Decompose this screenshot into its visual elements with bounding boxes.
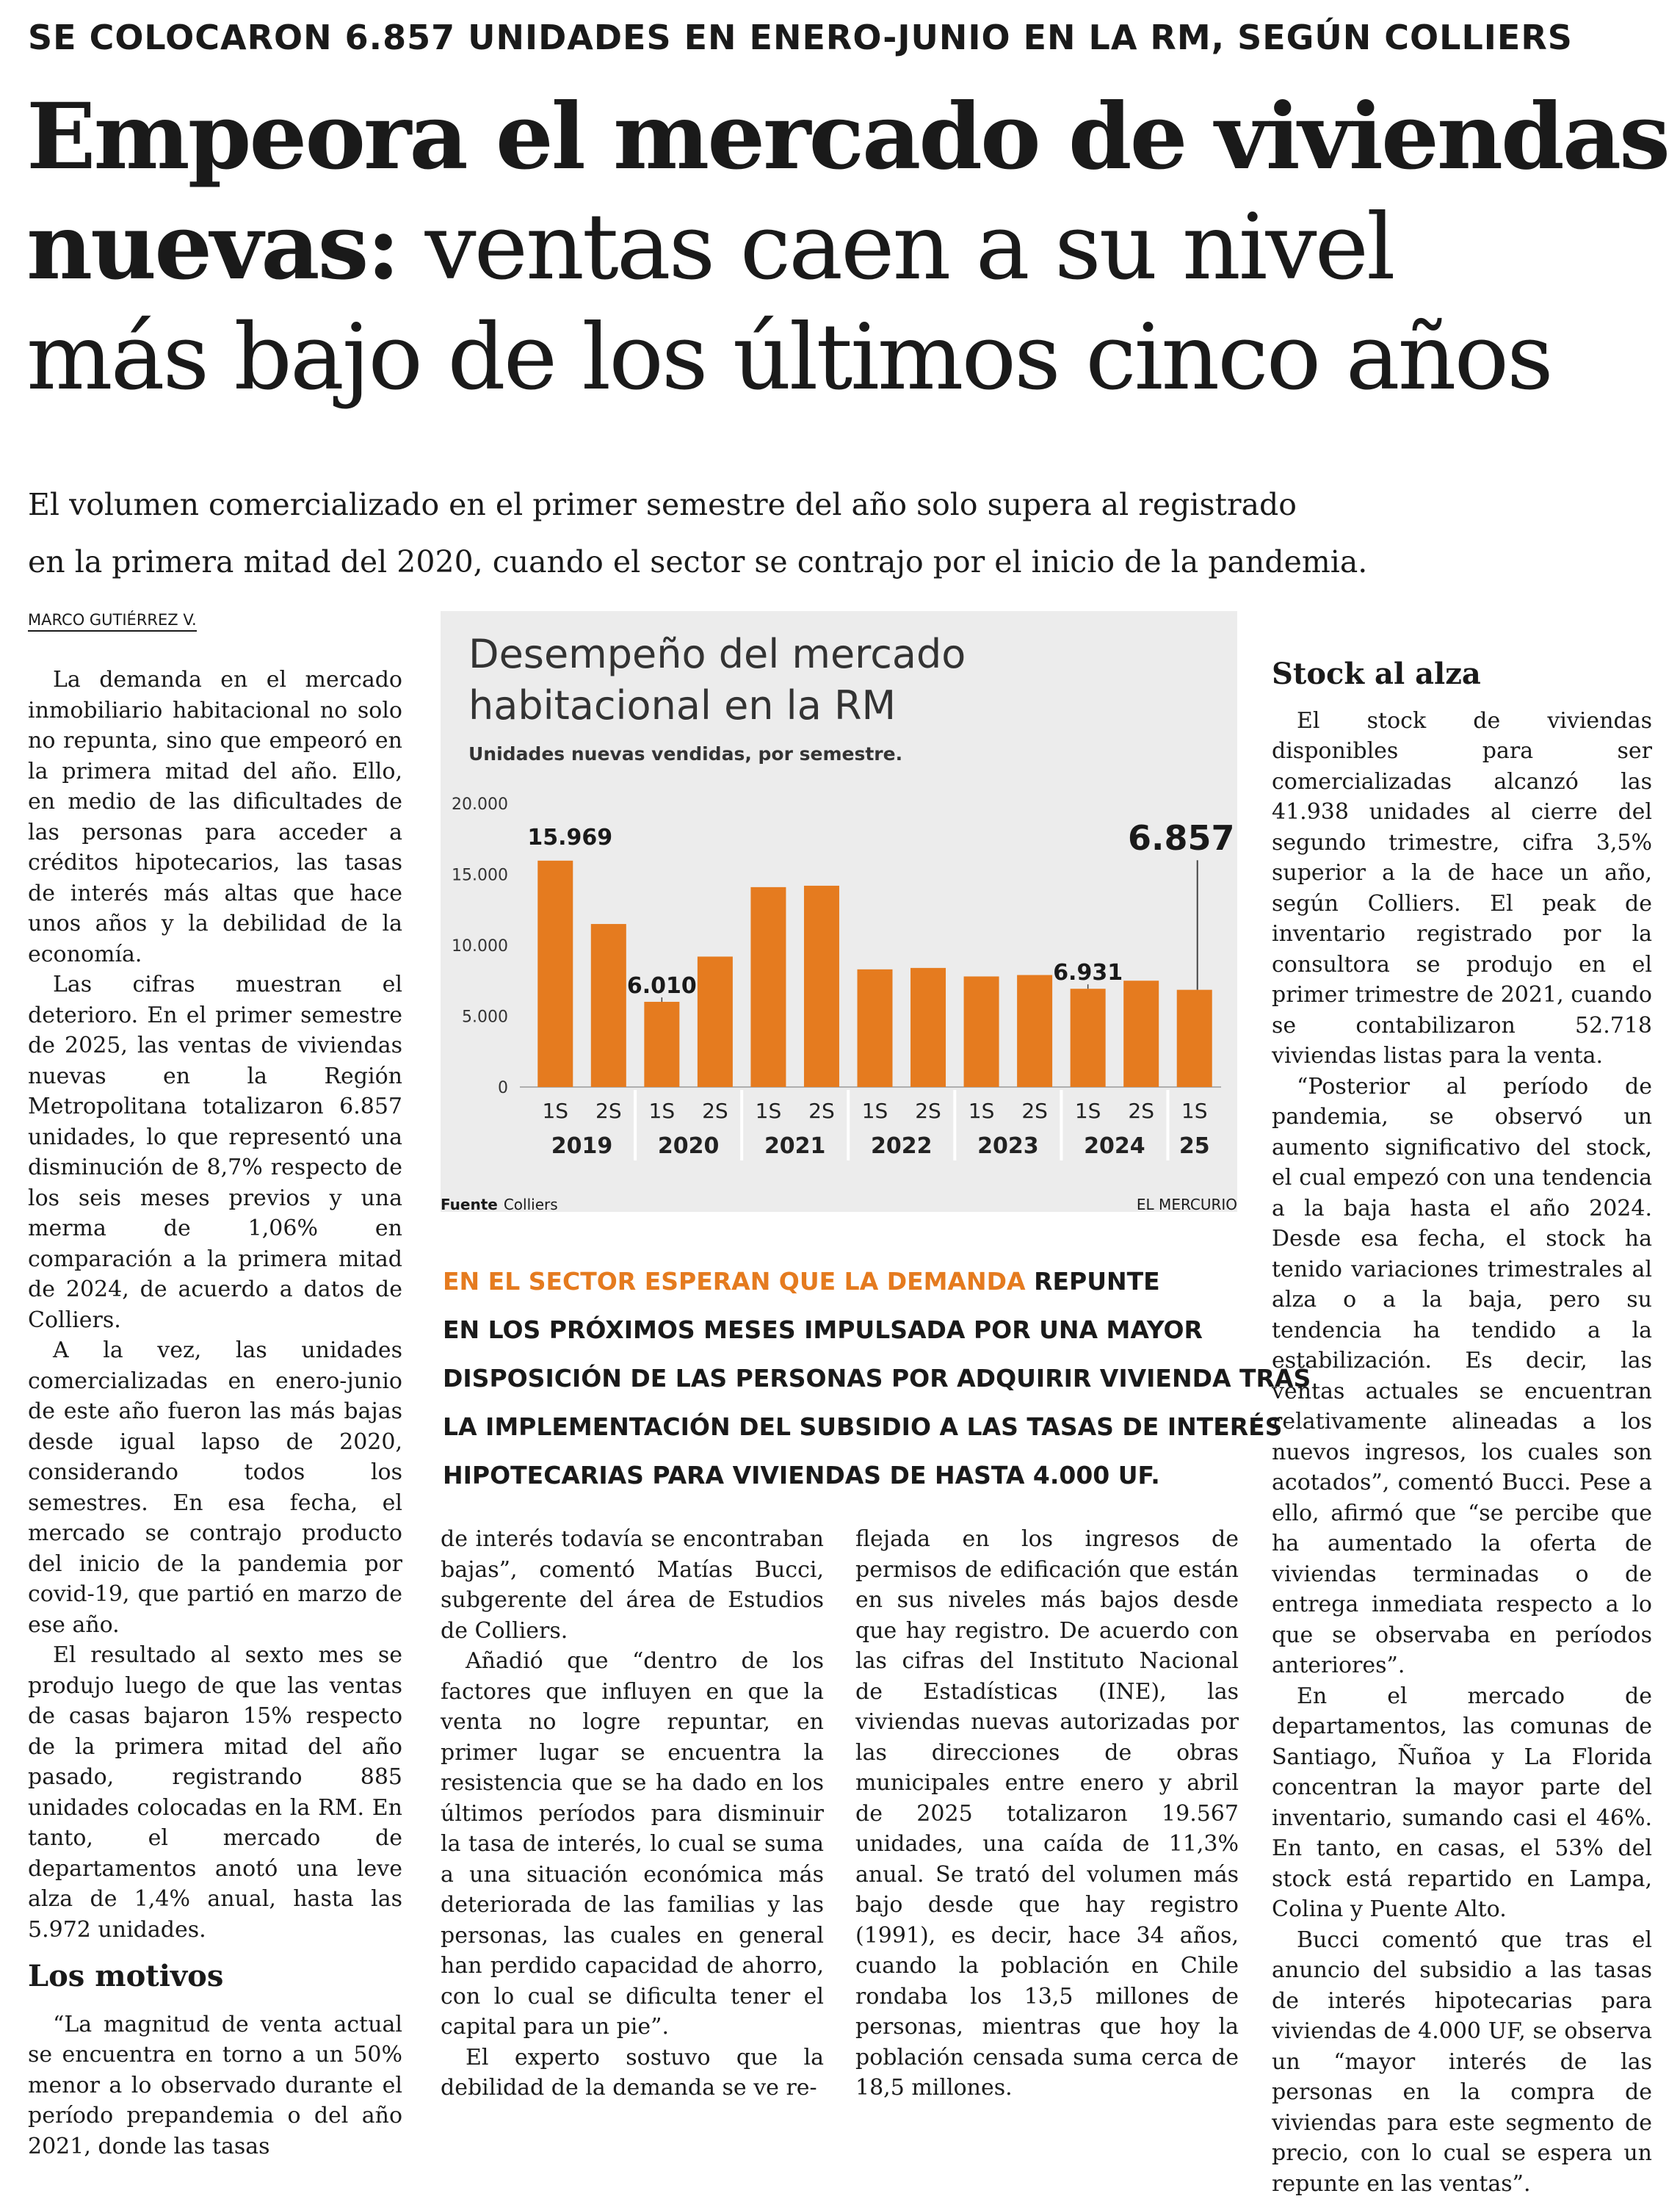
x-tick-label: 2S [915, 1099, 941, 1123]
bar [858, 969, 893, 1087]
year-label: 2023 [977, 1133, 1039, 1159]
bar [964, 976, 999, 1087]
year-label: 25 [1179, 1133, 1210, 1159]
article-deck [28, 476, 1643, 591]
paragraph: “Posterior al período de pandemia, se observó un aumento significativo del stock, el cual empezó con una tendencia a la baja hasta el año 2024. Desde esa fecha, el stock ha tenido variaciones trimestrales al alza o a la baja, pero su tendencia ha tendido a la estabilización. Es decir, las ventas actuales se encuentran relativamente alineadas a los nuevos ingresos, los cuales son acotados”, comentó Bucci. Pese a ello, afirmó que “se percibe que ha aumentado la oferta de viviendas terminadas o de entrega inmediata respecto a lo que se observaba en períodos anteriores”. [1272, 1072, 1652, 1681]
paragraph: “La magnitud de venta actual se encuentra en torno a un 50% menor a lo observado durante el período prepandemia o del año 2021, donde las tasas [28, 2010, 402, 2162]
data-label: 6.931 [1053, 960, 1123, 986]
paragraph: La demanda en el mercado inmobiliario habitacional no solo no repunta, sino que empeoró en la primera mitad del año. Ello, en medio de las dificultades de las personas para acceder a créditos hipotecarios, las tasas de interés más altas que hace unos años y la debilidad de la economía. [28, 665, 402, 969]
headline-line-2-bold: nuevas: [26, 194, 398, 300]
x-tick-label: 1S [649, 1099, 676, 1123]
bar [644, 1002, 679, 1087]
deck-line-1: El volumen comercializado en el primer semestre del año solo supera al registrado [28, 476, 1643, 533]
year-label: 2021 [764, 1133, 826, 1159]
x-tick-label: 2S [1128, 1099, 1154, 1123]
publisher-credit: EL MERCURIO [1137, 1196, 1237, 1213]
headline-line-1: Empeora el mercado de viviendas [26, 82, 1657, 192]
bar [537, 861, 573, 1087]
column-1 [28, 665, 402, 2162]
year-label: 2024 [1084, 1133, 1145, 1159]
x-tick-label: 2S [1021, 1099, 1048, 1123]
x-tick-label: 1S [968, 1099, 995, 1123]
bar [804, 886, 839, 1087]
pull-quote-line-4: LA IMPLEMENTACIÓN DEL SUBSIDIO A LAS TASAS DE INTERÉS [443, 1403, 1236, 1451]
paragraph: En el mercado de departamentos, las comunas de Santiago, Ñuñoa y La Florida concentran la mayor parte del inventario, sumando casi el 46%. En tanto, en casas, el 53% del stock está repartido en Lampa, Colina y Puente Alto. [1272, 1681, 1652, 1925]
x-tick-label: 1S [1181, 1099, 1208, 1123]
pull-quote-line-3: DISPOSICIÓN DE LAS PERSONAS POR ADQUIRIR VIVIENDA TRAS [443, 1354, 1236, 1403]
chart-title-line-2: habitacional en la RM [468, 680, 966, 732]
x-tick-label: 1S [756, 1099, 782, 1123]
bar [1071, 989, 1106, 1087]
x-tick-label: 1S [542, 1099, 568, 1123]
paragraph: Añadió que “dentro de los factores que influyen en que la venta no logre repuntar, en primer lugar se encuentra la resistencia que se ha dado en los últimos períodos para disminuir la tasa de interés, lo cual se suma a una situación económica más deteriorada de las familias y las personas, las cuales en general han perdido capacidad de ahorro, con lo cual se dificulta tener el capital para un pie”. [441, 1646, 824, 2043]
paragraph: A la vez, las unidades comercializadas en enero-junio de este año fueron las más bajas desde igual lapso de 2020, considerando todos los semestres. En esa fecha, el mercado se contrajo producto del inicio de la pandemia por covid-19, que partió en marzo de ese año. [28, 1335, 402, 1640]
column-4 [1272, 659, 1652, 2199]
chart-title-line-1: Desempeño del mercado [468, 629, 966, 680]
paragraph: Las cifras muestran el deterioro. En el primer semestre de 2025, las ventas de viviendas nuevas en la Región Metropolitana totalizaron 6.857 unidades, lo que representó una disminución de 8,7% respecto de los seis meses previos y una merma de 1,06% en comparación a la primera mitad de 2024, de acuerdo a datos de Colliers. [28, 969, 402, 1335]
paragraph: El experto sostuvo que la debilidad de la demanda se ve re- [441, 2043, 824, 2104]
bar [750, 887, 786, 1087]
year-label: 2019 [551, 1133, 613, 1159]
paragraph: de interés todavía se encontraban bajas”, comentó Matías Bucci, subgerente del área de Estudios de Colliers. [441, 1524, 824, 1646]
pull-quote [443, 1257, 1236, 1500]
bar [698, 956, 733, 1087]
article-kicker: SE COLOCARON 6.857 UNIDADES EN ENERO-JUNIO EN LA RM, SEGÚN COLLIERS [28, 18, 1573, 57]
x-tick-label: 1S [862, 1099, 888, 1123]
paragraph: flejada en los ingresos de permisos de edificación que están en sus niveles más bajos desde que hay registro. De acuerdo con las cifras del Instituto Nacional de Estadísticas (INE), las viviendas nuevas autorizadas por las direcciones de obras municipales entre enero y abril de 2025 totalizaron 19.567 unidades, una caída de 11,3% anual. Se trató del volumen más bajo desde que hay registro (1991), es decir, hace 34 años, cuando la población en Chile rondaba los 13,5 millones de personas, mientras que hoy la población censada suma cerca de 18,5 millones. [855, 1524, 1239, 2104]
pull-quote-highlight: EN EL SECTOR ESPERAN QUE LA DEMANDA [443, 1267, 1026, 1296]
y-tick-label: 5.000 [462, 1008, 508, 1027]
bar [1177, 990, 1212, 1087]
column-3-lower [855, 1524, 1239, 2104]
bar [591, 924, 626, 1087]
year-label: 2022 [871, 1133, 933, 1159]
bar-chart [441, 611, 1237, 1212]
subhead-los-motivos: Los motivos [28, 1961, 402, 1992]
year-label: 2020 [658, 1133, 720, 1159]
article-byline: MARCO GUTIÉRREZ V. [28, 611, 197, 632]
x-tick-label: 2S [808, 1099, 835, 1123]
article-headline [26, 82, 1657, 413]
paragraph: El resultado al sexto mes se produjo luego de que las ventas de casas bajaron 15% respecto de la primera mitad del año pasado, registrando 885 unidades colocadas en la RM. En tanto, el mercado de departamentos anotó una leve alza de 1,4% anual, hasta las 5.972 unidades. [28, 1640, 402, 1945]
headline-line-2 [26, 192, 1657, 303]
source-text [441, 1196, 558, 1213]
y-tick-label: 10.000 [452, 937, 508, 956]
data-label: 6.010 [627, 973, 697, 999]
x-tick-label: 2S [702, 1099, 728, 1123]
bar [1017, 975, 1052, 1087]
y-tick-label: 15.000 [452, 867, 508, 885]
x-tick-label: 1S [1075, 1099, 1101, 1123]
bar [1123, 981, 1159, 1087]
paragraph: Bucci comentó que tras el anuncio del subsidio a las tasas de interés hipotecarias para viviendas de 4.000 UF, se observa un “mayor interés de las personas en la compra de viviendas para este segmento de precio, con lo cual se espera un repunte en las ventas”. [1272, 1925, 1652, 2199]
source-value: Colliers [504, 1196, 558, 1213]
column-2-lower [441, 1524, 824, 2104]
pull-quote-line-1 [443, 1257, 1236, 1306]
bar [910, 968, 946, 1087]
source-label: Fuente [441, 1196, 498, 1213]
chart-panel [441, 611, 1237, 1212]
pull-quote-line-5: HIPOTECARIAS PARA VIVIENDAS DE HASTA 4.000 UF. [443, 1451, 1236, 1500]
pull-quote-line-2: EN LOS PRÓXIMOS MESES IMPULSADA POR UNA MAYOR [443, 1306, 1236, 1354]
data-label: 15.969 [527, 825, 612, 851]
headline-line-3: más bajo de los últimos cinco años [26, 303, 1657, 413]
y-tick-label: 20.000 [452, 795, 508, 814]
highlight-data-label: 6.857 [1128, 818, 1235, 858]
x-tick-label: 2S [595, 1099, 622, 1123]
deck-line-2: en la primera mitad del 2020, cuando el sector se contrajo por el inicio de la pandemia. [28, 533, 1643, 591]
chart-subtitle: Unidades nuevas vendidas, por semestre. [468, 743, 902, 765]
chart-source [441, 1196, 1237, 1218]
pull-quote-line-1-rest: REPUNTE [1026, 1267, 1160, 1296]
subhead-stock-al-alza: Stock al alza [1272, 659, 1652, 690]
headline-line-2-rest: ventas caen a su nivel [398, 195, 1393, 300]
paragraph: El stock de viviendas disponibles para ser comercializadas alcanzó las 41.938 unidades al cierre del segundo trimestre, cifra 3,5% superior a la de hace un año, según Colliers. El peak de inventario registrado por la consultora se produjo en el primer trimestre de 2021, cuando se contabilizaron 52.718 viviendas listas para la venta. [1272, 706, 1652, 1072]
y-tick-label: 0 [498, 1079, 508, 1097]
